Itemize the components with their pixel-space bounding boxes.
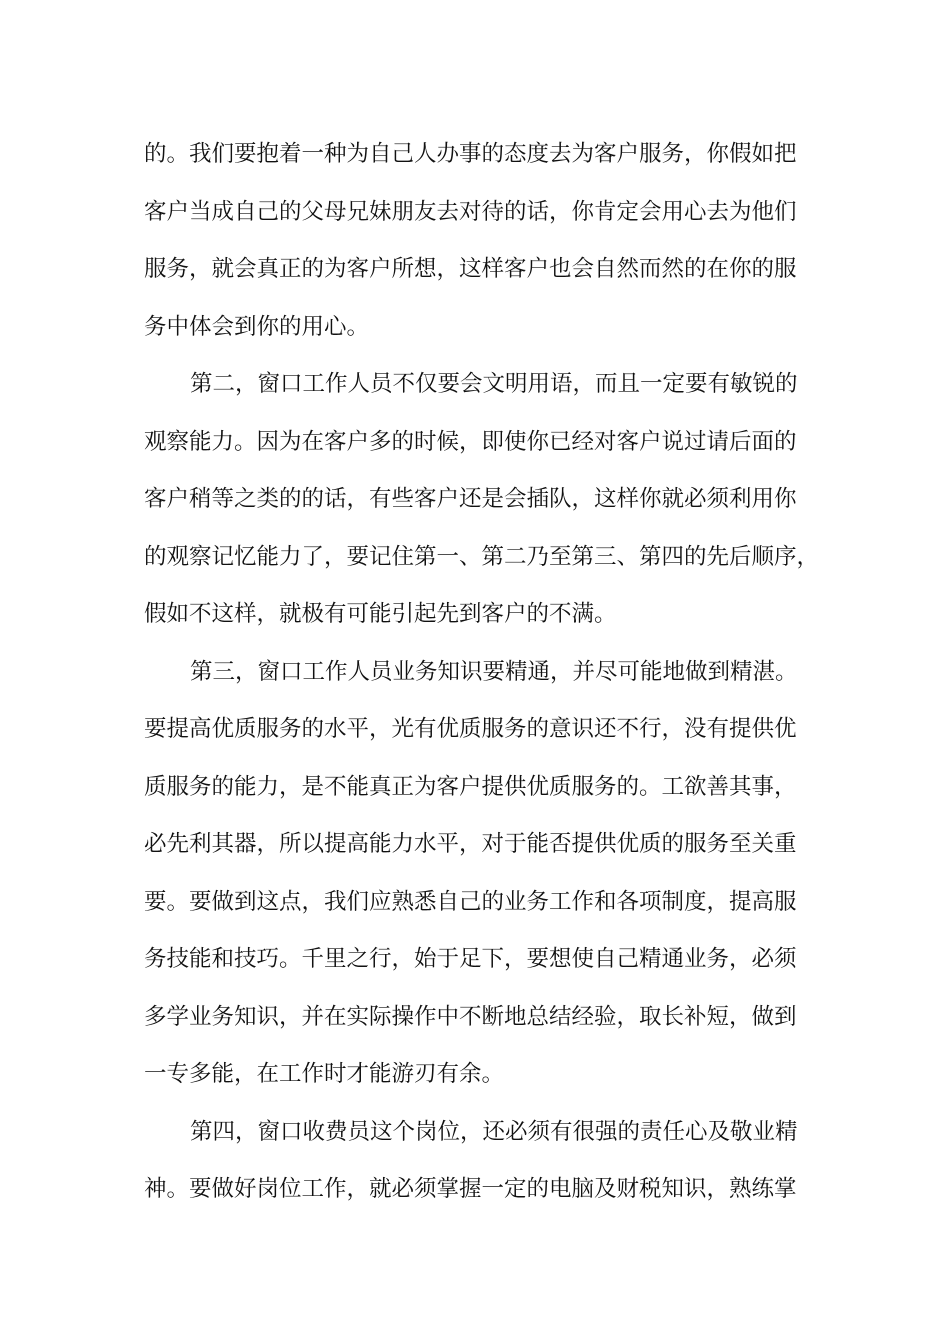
text-line: 客户当成自己的父母兄妹朋友去对待的话，你肯定会用心去为他们 bbox=[144, 198, 797, 225]
text-line: 务中体会到你的用心。 bbox=[144, 313, 370, 340]
text-line: 要。要做到这点，我们应熟悉自己的业务工作和各项制度，提高服 bbox=[144, 888, 797, 915]
text-line: 必先利其器，所以提高能力水平，对于能否提供优质的服务至关重 bbox=[144, 831, 797, 857]
text-line: 一专多能，在工作时才能游刃有余。 bbox=[144, 1061, 505, 1087]
body-text bbox=[144, 126, 824, 1219]
text-line: 质服务的能力，是不能真正为客户提供优质服务的。工欲善其事， bbox=[144, 773, 797, 800]
text-line: 要提高优质服务的水平，光有优质服务的意识还不行，没有提供优 bbox=[144, 716, 797, 742]
text-line: 务技能和技巧。千里之行，始于足下，要想使自己精通业务，必须 bbox=[144, 946, 797, 972]
paragraph-start-line: 第三，窗口工作人员业务知识要精通，并尽可能地做到精湛。 bbox=[190, 658, 798, 685]
text-line: 客户稍等之类的的话，有些客户还是会插队，这样你就必须利用你 bbox=[144, 486, 797, 512]
text-line: 的。我们要抱着一种为自己人办事的态度去为客户服务，你假如把 bbox=[144, 141, 797, 167]
text-line: 服务，就会真正的为客户所想，这样客户也会自然而然的在你的服 bbox=[144, 256, 797, 282]
text-line: 假如不这样，就极有可能引起先到客户的不满。 bbox=[144, 601, 617, 627]
paragraph-start-line: 第二，窗口工作人员不仅要会文明用语，而且一定要有敏锐的 bbox=[190, 371, 798, 397]
text-line: 多学业务知识，并在实际操作中不断地总结经验，取长补短，做到 bbox=[144, 1003, 797, 1030]
text-line: 神。要做好岗位工作，就必须掌握一定的电脑及财税知识，熟练掌 bbox=[144, 1176, 797, 1202]
text-line: 观察能力。因为在客户多的时候，即使你已经对客户说过请后面的 bbox=[144, 428, 797, 455]
paragraph-start-line: 第四，窗口收费员这个岗位，还必须有很强的责任心及敬业精 bbox=[190, 1118, 798, 1145]
text-line: 的观察记忆能力了，要记住第一、第二乃至第三、第四的先后顺序， bbox=[144, 543, 820, 570]
